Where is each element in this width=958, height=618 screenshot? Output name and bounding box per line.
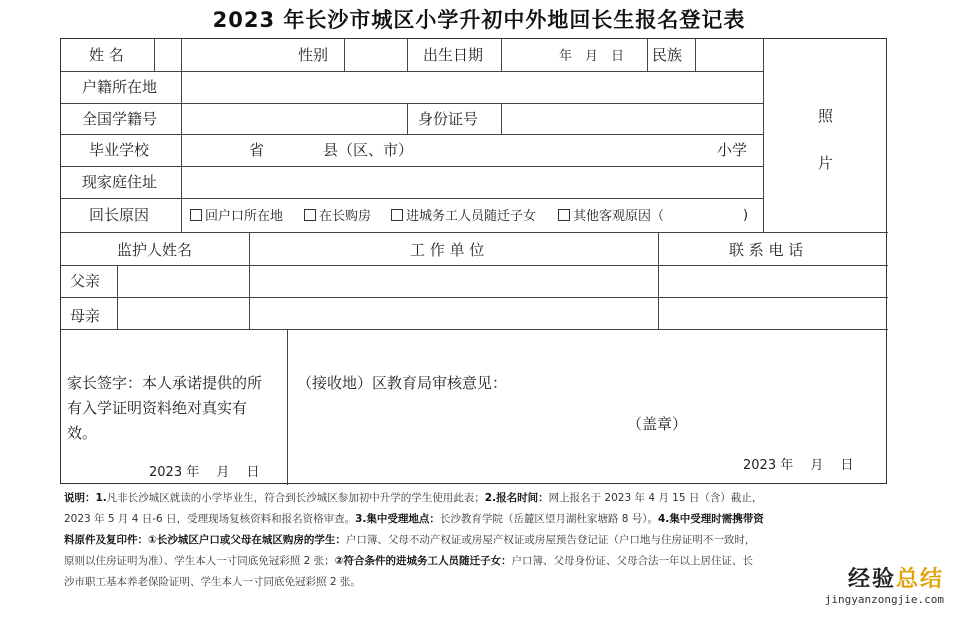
watermark [825, 562, 944, 606]
watermark-text-1: 经验 [847, 567, 896, 592]
form-title: 2023 年长沙市城区小学升初中外地回长生报名登记表 [212, 8, 746, 32]
notes-line-5: 沙市职工基本养老保险证明、学生本人一寸同底免冠彩照 2 张。 [64, 576, 361, 588]
seal-label: （盖章） [627, 415, 688, 433]
checkbox-icon[interactable] [391, 209, 403, 221]
reason-hukou-option[interactable]: 回户口所在地 [190, 209, 283, 223]
reason-label: 回长原因 [89, 206, 150, 224]
id-number-label: 身份证号 [418, 110, 479, 128]
reason-migrant-option[interactable]: 进城务工人员随迁子女 [391, 209, 536, 223]
mother-label: 母亲 [70, 307, 101, 325]
notes-line-1: 说明：1.凡非长沙城区就读的小学毕业生，符合到长沙城区参加初中升学的学生使用此表；2.报名时间：网上报名于 2023 年 4 月 15 日（含）截止， [64, 492, 763, 504]
registration-form [60, 38, 887, 484]
school-province: 省 [249, 141, 265, 159]
gender-label: 性别 [298, 46, 329, 64]
work-unit-header: 工 作 单 位 [410, 241, 485, 259]
instructions-notes [64, 488, 894, 593]
school-suffix: 小学 [717, 141, 748, 159]
father-label: 父亲 [70, 272, 101, 290]
review-date: 2023 年 月 日 [743, 458, 854, 473]
review-opinion-label: （接收地）区教育局审核意见： [297, 374, 508, 392]
notes-line-3: 料原件及复印件：①长沙城区户口或父母在城区购房的学生：户口簿、父母不动产权证或房屋产权证或房屋预告登记证（户口地与住房证明不一致时， [64, 534, 756, 546]
address-label: 现家庭住址 [82, 173, 158, 191]
phone-header: 联 系 电 话 [729, 241, 804, 259]
school-county: 县（区、市） [323, 141, 414, 159]
parent-sign-line1: 家长签字：本人承诺提供的所 [67, 374, 263, 392]
guardian-name-header: 监护人姓名 [117, 241, 193, 259]
checkbox-icon[interactable] [304, 209, 316, 221]
photo-label-2: 片 [818, 154, 834, 172]
student-no-label: 全国学籍号 [82, 110, 158, 128]
checkbox-icon[interactable] [558, 209, 570, 221]
photo-label-1: 照 [818, 107, 834, 125]
parent-sign-date: 2023 年 月 日 [149, 465, 260, 480]
birth-date-value: 年 月 日 [559, 49, 625, 64]
school-label: 毕业学校 [89, 141, 150, 159]
ethnicity-label: 民族 [652, 46, 683, 64]
reason-other-option[interactable]: 其他客观原因（ [558, 209, 664, 223]
parent-sign-line2: 有入学证明资料绝对真实有 [67, 399, 248, 417]
watermark-text-2: 总结 [895, 567, 944, 592]
hukou-label: 户籍所在地 [82, 78, 158, 96]
reason-other-close: ) [743, 208, 749, 223]
notes-line-4: 原则以住房证明为准）、学生本人一寸同底免冠彩照 2 张；②符合条件的进城务工人员随迁子女：户口簿、父母身份证、父母合法一年以上居住证、长 [64, 555, 753, 567]
notes-line-2: 2023 年 5 月 4 日-6 日，受理现场复核资料和报名资格审查。3.集中受理地点：长沙教育学院（岳麓区望月湖杜家塘路 8 号）。4.集中受理时需携带资 [64, 513, 764, 525]
checkbox-icon[interactable] [190, 209, 202, 221]
name-label: 姓 名 [89, 46, 124, 64]
parent-sign-line3: 效。 [67, 424, 98, 442]
birth-date-label: 出生日期 [423, 46, 484, 64]
reason-house-option[interactable]: 在长购房 [304, 209, 371, 223]
watermark-url: jingyanzongjie.com [824, 593, 944, 606]
